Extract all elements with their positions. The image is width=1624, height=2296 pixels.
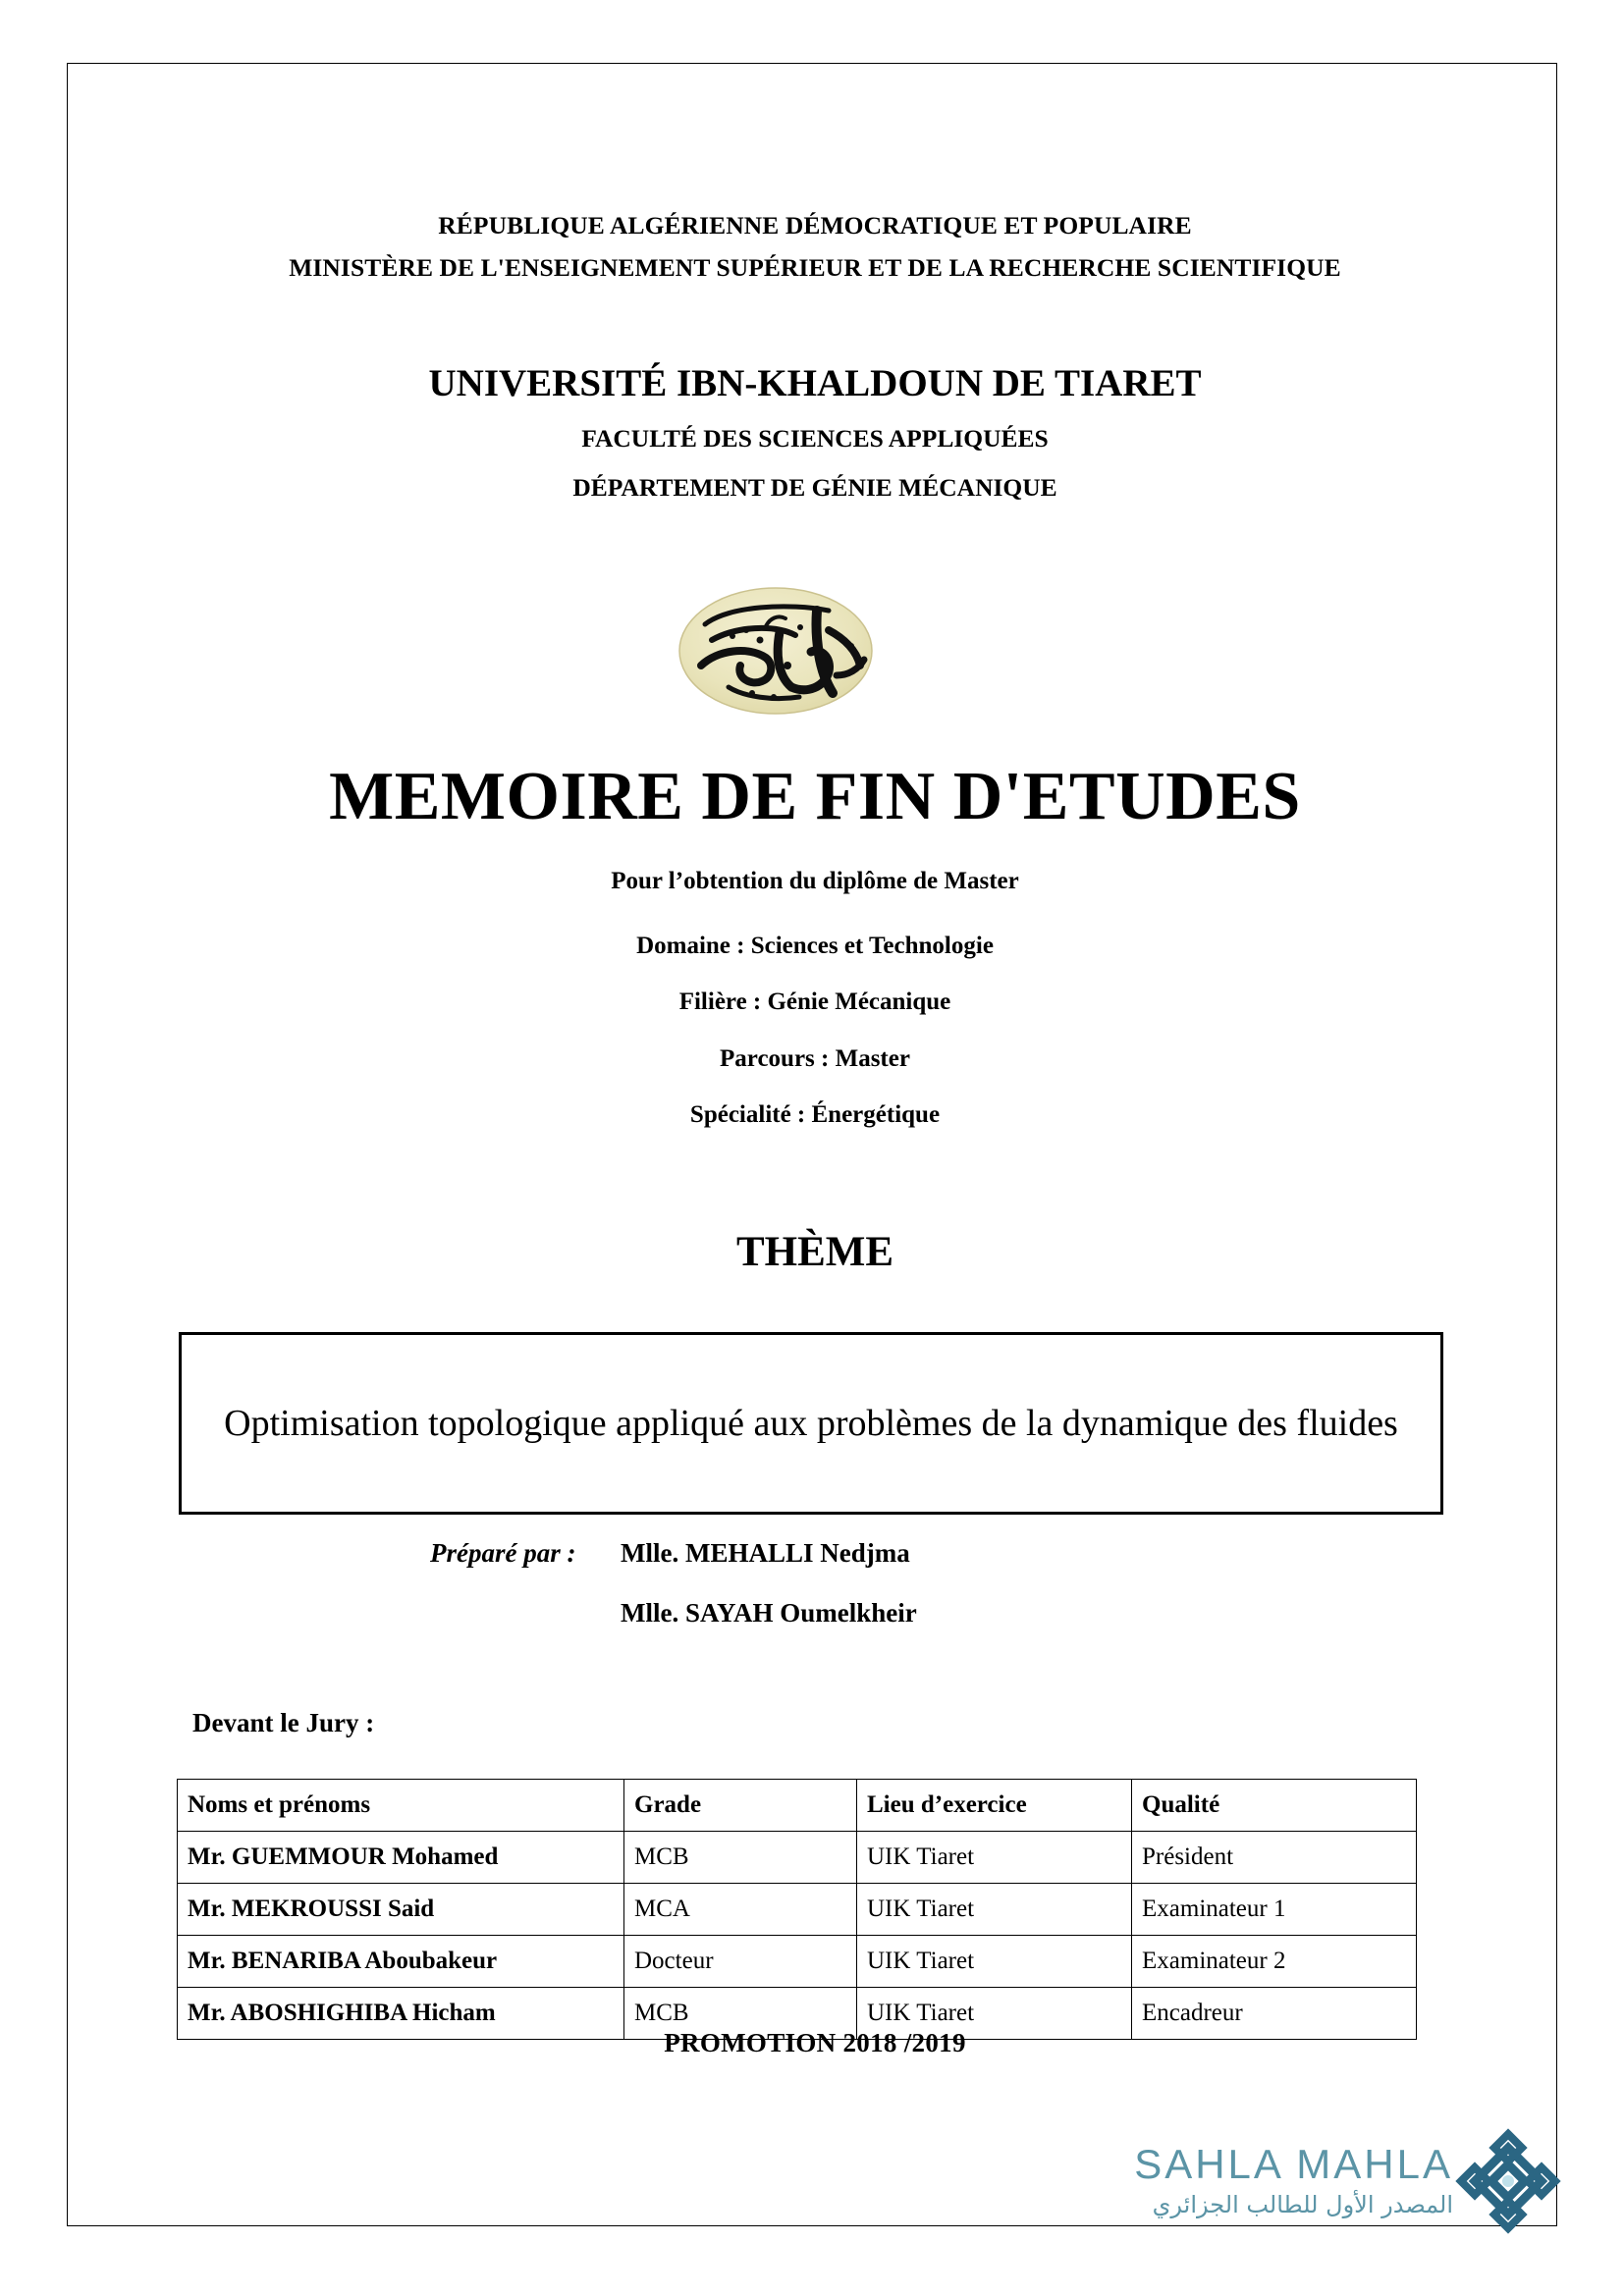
table-row [178,1832,1417,1884]
column-header-grade: Grade [624,1780,857,1832]
jury-place: UIK Tiaret [857,1832,1132,1884]
degree-line-specialite: Spécialité : Énergétique [689,1101,941,1128]
ministry-header-line: MINISTÈRE DE L'ENSEIGNEMENT SUPÉRIEUR ET DE LA RECHERCHE SCIENTIFIQUE [289,253,1341,282]
jury-role: Examinateur 2 [1132,1936,1417,1988]
theme-subject: Optimisation topologique appliqué aux problèmes de la dynamique des fluides [224,1402,1398,1444]
jury-name: Mr. BENARIBA Aboubakeur [178,1936,624,1988]
jury-role: Encadreur [1132,1988,1417,2040]
prepared-by-label: Préparé par : [430,1538,576,1568]
jury-name: Mr. ABOSHIGHIBA Hicham [178,1988,624,2040]
table-row [178,1884,1417,1936]
column-header-name: Noms et prénoms [178,1780,624,1832]
degree-line-diploma: Pour l’obtention du diplôme de Master [611,868,1019,894]
watermark-brand-text: SAHLA MAHLA [1134,2141,1453,2187]
theme-heading: THÈME [735,1229,894,1275]
university-seal-icon [672,581,880,721]
author-name-2: Mlle. SAYAH Oumelkheir [621,1598,917,1628]
watermark-sahla-mahla [1110,2128,1561,2246]
faculty-name: FACULTÉ DES SCIENCES APPLIQUÉES [581,424,1049,453]
watermark-tagline-arabic: المصدر الأول للطالب الجزائري [1152,2191,1453,2218]
department-name: DÉPARTEMENT DE GÉNIE MÉCANIQUE [572,473,1057,502]
jury-role: Président [1132,1832,1417,1884]
jury-table [177,1779,1417,2040]
degree-line-parcours: Parcours : Master [720,1045,910,1072]
jury-grade: MCB [624,1832,857,1884]
jury-name: Mr. GUEMMOUR Mohamed [178,1832,624,1884]
jury-grade: MCB [624,1988,857,2040]
jury-place: UIK Tiaret [857,1884,1132,1936]
author-name-1: Mlle. MEHALLI Nedjma [621,1538,910,1568]
jury-place: UIK Tiaret [857,1936,1132,1988]
republic-header-line: RÉPUBLIQUE ALGÉRIENNE DÉMOCRATIQUE ET POPULAIRE [438,211,1192,240]
jury-label: Devant le Jury : [192,1708,375,1737]
jury-role: Examinateur 1 [1132,1884,1417,1936]
table-header-row [178,1780,1417,1832]
table-row [178,1936,1417,1988]
column-header-place: Lieu d’exercice [857,1780,1132,1832]
promotion-year: PROMOTION 2018 /2019 [664,2028,966,2057]
jury-place: UIK Tiaret [857,1988,1132,2040]
university-name: UNIVERSITÉ IBN-KHALDOUN DE TIARET [428,362,1202,404]
page-title: MEMOIRE DE FIN D'ETUDES [329,759,1301,834]
degree-line-filiere: Filière : Génie Mécanique [678,988,951,1015]
theme-title-box [179,1332,1443,1515]
degree-line-domain: Domaine : Sciences et Technologie [636,933,994,959]
sahla-mahla-diamond-ornament-icon [1455,2128,1561,2234]
jury-grade: MCA [624,1884,857,1936]
jury-grade: Docteur [624,1936,857,1988]
jury-name: Mr. MEKROUSSI Said [178,1884,624,1936]
column-header-role: Qualité [1132,1780,1417,1832]
